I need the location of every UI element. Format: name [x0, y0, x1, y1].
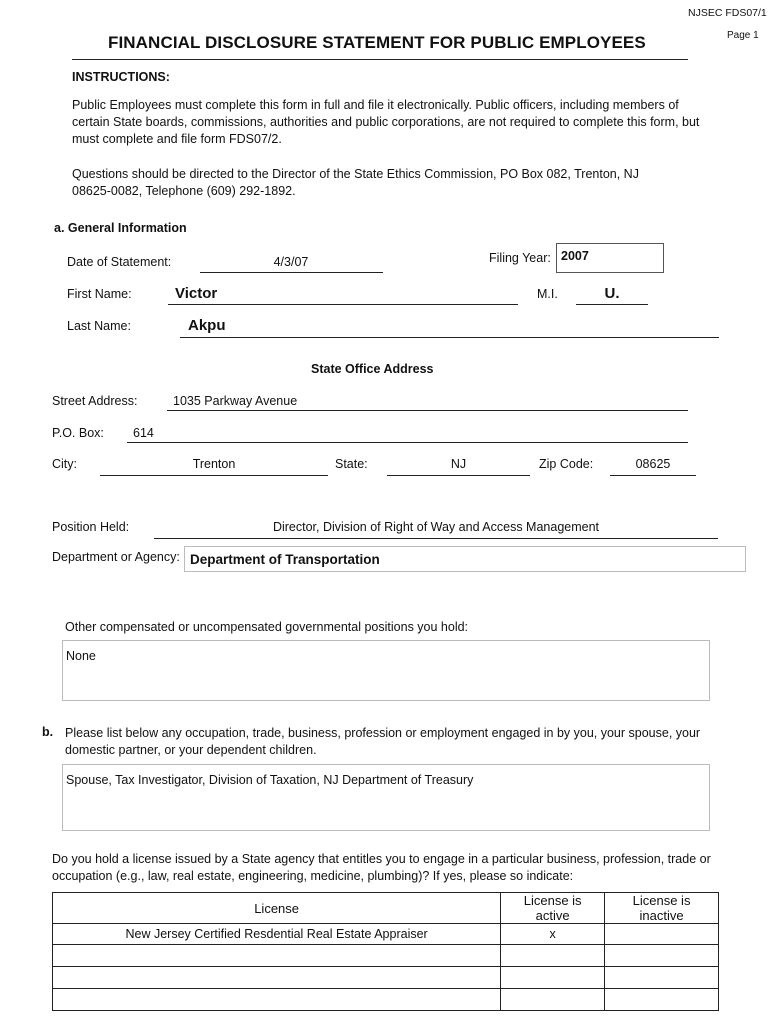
date-field[interactable]: 4/3/07 [273, 255, 309, 269]
position-underline [154, 538, 718, 539]
license-name-cell[interactable] [53, 989, 501, 1011]
pobox-field[interactable]: 614 [133, 426, 154, 440]
last-name-field[interactable]: Akpu [188, 317, 226, 334]
page-title: FINANCIAL DISCLOSURE STATEMENT FOR PUBLIC EMPLOYEES [108, 33, 646, 52]
street-field[interactable]: 1035 Parkway Avenue [173, 394, 298, 408]
position-field[interactable]: Director, Division of Right of Way and Access Management [272, 520, 600, 534]
department-value: Department of Transportation [190, 552, 380, 567]
table-row [53, 945, 719, 967]
title-underline [72, 59, 688, 60]
occupation-field[interactable] [62, 764, 710, 831]
other-positions-value: None [66, 649, 96, 663]
instructions-heading: INSTRUCTIONS: [72, 70, 170, 84]
department-field[interactable] [184, 546, 746, 572]
license-inactive-cell[interactable] [605, 989, 719, 1011]
license-table [52, 892, 719, 1011]
license-inactive-cell[interactable] [605, 967, 719, 989]
column-header-inactive: License is inactive [605, 893, 719, 924]
state-underline [387, 475, 530, 476]
filing-year-field[interactable] [556, 243, 664, 273]
license-table-header [53, 893, 719, 924]
zip-label: Zip Code: [539, 457, 594, 471]
license-name-cell[interactable]: New Jersey Certified Resdential Real Estate Appraiser [53, 924, 501, 945]
zip-field[interactable]: 08625 [635, 457, 671, 471]
first-name-underline [168, 304, 518, 305]
other-positions-label: Other compensated or uncompensated governmental positions you hold: [65, 620, 469, 634]
pobox-underline [127, 442, 688, 443]
license-active-cell[interactable] [501, 945, 605, 967]
license-name-cell[interactable] [53, 945, 501, 967]
license-inactive-cell[interactable] [605, 924, 719, 945]
instructions-paragraph-1: Public Employees must complete this form in full and file it electronically. Public officers, including members of certain State boards, commissions, authorities and public corporations, are not required to complete this form, but must complete and file form FDS07/2. [72, 98, 700, 146]
license-name-cell[interactable] [53, 967, 501, 989]
license-question: Do you hold a license issued by a State agency that entitles you to engage in a particular business, profession, trade or occupation (e.g., law, real estate, engineering, medicine, plumbing)? If yes, please so indicate: [52, 852, 711, 883]
city-field[interactable]: Trenton [192, 457, 236, 471]
street-label: Street Address: [52, 394, 138, 408]
license-active-cell[interactable]: x [501, 924, 605, 945]
column-header-active: License is active [501, 893, 605, 924]
last-name-label: Last Name: [67, 319, 131, 333]
state-field[interactable]: NJ [450, 457, 467, 471]
form-code: NJSEC FDS07/1 [688, 7, 767, 19]
street-underline [167, 410, 688, 411]
zip-underline [610, 475, 696, 476]
table-row [53, 967, 719, 989]
section-b-marker: b. [42, 725, 54, 739]
section-b-question: Please list below any occupation, trade, business, profession or employment engaged in by you, your spouse, your domestic partner, or your dependent children. [65, 726, 701, 757]
date-underline [200, 272, 383, 273]
pobox-label: P.O. Box: [52, 426, 104, 440]
last-name-underline [180, 337, 719, 338]
address-heading: State Office Address [311, 362, 434, 376]
state-label: State: [335, 457, 368, 471]
table-row [53, 924, 719, 945]
first-name-label: First Name: [67, 287, 132, 301]
other-positions-field[interactable] [62, 640, 710, 701]
city-underline [100, 475, 328, 476]
page-number: Page 1 [727, 30, 759, 41]
mi-field[interactable]: U. [604, 285, 620, 302]
general-info-heading: a. General Information [54, 221, 187, 235]
department-label: Department or Agency: [52, 550, 180, 564]
position-label: Position Held: [52, 520, 130, 534]
license-inactive-cell[interactable] [605, 945, 719, 967]
filing-year-value: 2007 [561, 249, 589, 263]
occupation-value: Spouse, Tax Investigator, Division of Taxation, NJ Department of Treasury [66, 773, 474, 787]
date-label: Date of Statement: [67, 255, 172, 269]
first-name-field[interactable]: Victor [175, 285, 218, 302]
license-active-cell[interactable] [501, 967, 605, 989]
mi-underline [576, 304, 648, 305]
city-label: City: [52, 457, 77, 471]
filing-year-label: Filing Year: [489, 251, 551, 265]
table-row [53, 989, 719, 1011]
license-active-cell[interactable] [501, 989, 605, 1011]
instructions-paragraph-2: Questions should be directed to the Director of the State Ethics Commission, PO Box 082, Trenton, NJ 08625-0082, Telephone (609) 292-1892. [72, 167, 639, 198]
column-header-license: License [53, 893, 501, 924]
mi-label: M.I. [537, 287, 558, 301]
